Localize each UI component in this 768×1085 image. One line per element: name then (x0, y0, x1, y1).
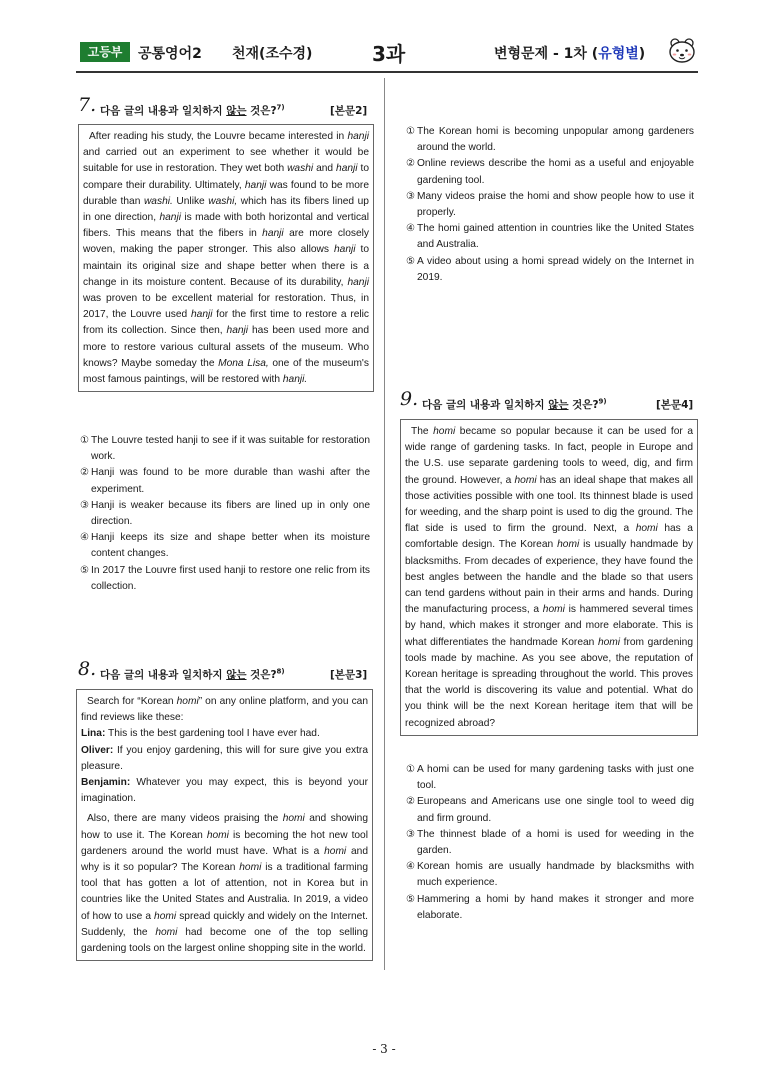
passage-text: If you enjoy gardening, this will for sure give you extra pleasure. (81, 744, 368, 772)
choice-marker: ① (406, 764, 416, 775)
italic-term: washi (287, 163, 314, 175)
passage-text: has a comfortable design. The Korean (405, 523, 693, 551)
italic-term: hanji (226, 325, 249, 337)
question-source: [본문3] (330, 669, 368, 681)
passage-text: is made with both horizontal and vertical fibers. This means that the fibers in (83, 212, 369, 240)
italic-term: homi (206, 829, 229, 841)
question-7-passage (78, 124, 374, 392)
italic-term: homi (635, 523, 658, 535)
choice-marker: ③ (406, 828, 416, 840)
answer-choice (406, 827, 694, 859)
passage-text: spread quickly and widely on the Internet. Suddenly, the (81, 910, 368, 938)
answer-choice (80, 530, 370, 562)
question-8-header (78, 658, 374, 686)
choice-marker: ④ (406, 861, 416, 873)
passage-text: Search for “Korean (87, 696, 177, 707)
choice-marker: ② (406, 158, 416, 170)
question-prompt: 다음 글의 내용과 일치하지 않는 것은?$^{7)}$ (100, 103, 285, 117)
exam-title (494, 43, 645, 63)
italic-term: homi (542, 604, 565, 616)
question-source: [본문2] (330, 105, 368, 117)
header-rule (76, 71, 698, 73)
choice-text: The Louvre tested hanji to see if it was suitable for restoration work. (91, 435, 370, 463)
passage-text: has been used more and more to restore various cultural assets of the museum. Who knows? Maybe someday the (83, 325, 369, 369)
italic-term: hanji (347, 131, 369, 142)
passage-text: is becoming the hot new tool gardeners around the world must have. What is a (81, 829, 368, 857)
choice-marker: ① (406, 126, 416, 137)
passage-text: has an ideal shape that makes all those activities possible with one tool. Its thinnest blade is used for weeding, and the sharp point is used to dig the ground. The flat side is used to firm the ground. Next, a (405, 474, 693, 535)
choice-text: Online reviews describe the homi as a useful and enjoyable gardening tool. (417, 158, 694, 186)
course-title: 공통영어2 (138, 46, 202, 62)
answer-choice (406, 859, 694, 891)
question-number: 8. (78, 658, 97, 680)
choice-marker: ① (80, 435, 90, 446)
passage-paragraph (81, 694, 368, 726)
answer-choice (80, 498, 370, 530)
choice-marker: ④ (80, 532, 90, 544)
italic-term: hanji. (282, 374, 308, 386)
choice-text: A homi can be used for many gardening tasks with just one tool. (417, 764, 694, 792)
passage-text: After reading his study, the Louvre became interested in (89, 131, 348, 142)
passage-text: was proven to be excellent material for restoration. Thus, in 2017, the Louvre used (83, 293, 369, 321)
passage-text: which has its fibers lined up in one direction, (83, 195, 369, 224)
italic-term: homi (176, 696, 199, 707)
answer-choice (406, 254, 694, 286)
passage-paragraph (81, 775, 368, 807)
passage-paragraph (83, 129, 369, 388)
question-8-passage (76, 689, 373, 961)
exam-type: 유형별 (598, 46, 639, 62)
passage-text: to maintain its original size and shape better when there is a change in its moisture content. Because of its durability, (83, 244, 370, 288)
question-prompt: 다음 글의 내용과 일치하지 않는 것은?$^{8)}$ (100, 667, 285, 681)
speaker-name: Benjamin: (81, 777, 131, 789)
choice-marker: ⑤ (80, 564, 90, 576)
choice-text: Hanji keeps its size and shape better when its moisture content changes. (91, 532, 370, 560)
italic-term: hanji (262, 228, 284, 240)
italic-term: hanji (333, 244, 356, 256)
passage-text: The (411, 426, 434, 437)
italic-term: hanji (159, 212, 181, 224)
choice-text: Many videos praise the homi and show people how to use it properly. (417, 190, 694, 219)
question-number: 9. (400, 388, 419, 410)
question-9-choices (406, 762, 694, 924)
choice-text: Korean homis are usually handmade by blacksmiths with much experience. (417, 861, 694, 889)
italic-term: homi (433, 426, 456, 437)
italic-term: homi (239, 862, 262, 874)
answer-choice (406, 221, 694, 253)
answer-choice (80, 465, 370, 497)
passage-text: and showing how to use it. The Korean (81, 813, 368, 841)
italic-term: hanji (336, 163, 358, 175)
page-number: - 3 - (372, 1042, 396, 1056)
passage-text: ” on any online platform, and you can find reviews like these: (81, 696, 369, 724)
passage-text: and why is it so popular? The Korean (81, 845, 369, 874)
passage-text: became so popular because it can be used for a wide range of gardening tasks. In fact, people in Europe and the U.S. use separate gardening tools to weed, dig, and firm the ground. However, a (405, 426, 693, 486)
choice-text: In 2017 the Louvre first used hanji to restore one relic from its collection. (91, 564, 370, 592)
passage-text: one of the museum's most famous paintings, will be restored with (83, 357, 369, 386)
italic-term: hanji (347, 276, 369, 288)
choice-text: The homi gained attention in countries like the United States and Australia. (417, 223, 694, 251)
question-9-passage (400, 419, 698, 736)
answer-choice (406, 124, 694, 156)
answer-choice (406, 156, 694, 188)
passage-paragraph (81, 726, 368, 742)
italic-term: washi, (208, 195, 238, 207)
smiling-bear-face-icon (666, 34, 698, 66)
choice-text: Hanji is weaker because its fibers are lined up in only one direction. (91, 499, 370, 528)
choice-marker: ③ (80, 499, 90, 511)
italic-term: homi (324, 845, 347, 857)
lesson-number: 3과 (372, 42, 406, 66)
question-7-header (78, 94, 374, 122)
passage-text: for the first time to restore a relic from its collection. Since then, (83, 309, 369, 337)
answer-choice (406, 892, 694, 924)
answer-choice (406, 762, 694, 794)
question-9-header (400, 388, 698, 416)
question-source: [본문4] (656, 399, 694, 411)
italic-term: hanji (191, 309, 213, 321)
exam-title-prefix: 변형문제 - 1차 ( (494, 46, 599, 62)
choice-marker: ③ (406, 190, 416, 202)
answer-choice (80, 433, 370, 465)
passage-text: is hammered several times by hand, which makes it stronger and more elaborate. This is what differentiates the handmade Korean (405, 604, 693, 648)
choice-marker: ② (406, 796, 416, 808)
passage-text: is a traditional farming tool that has gotten a lot of attention, not in Korea but in countries like the United States and Australia. In 2019, a video of how to use a (81, 862, 368, 922)
passage-text: had become one of the top selling gardening tools on the largest online shopping site in the world. (81, 926, 368, 955)
italic-term: Mona Lisa, (218, 357, 269, 369)
passage-text: are more closely woven, making the paper stronger. This also allows (83, 228, 369, 256)
question-7-choices (80, 433, 370, 595)
passage-paragraph (81, 743, 368, 775)
page-header (76, 40, 698, 70)
passage-paragraph (81, 811, 368, 957)
passage-text: is usually handmade by blacksmiths. From decades of experience, they have found the best angles between the handle and the blade so that users can tend gardens without pain in their arms and hands. During the manufacturing process, a (405, 539, 694, 616)
passage-text: This is the best gardening tool I have ever had. (105, 728, 320, 740)
italic-term: homi (282, 813, 305, 825)
passage-text: and (313, 163, 337, 175)
speaker-name: Oliver: (81, 744, 114, 756)
passage-text: to compare their durability. Ultimately, (83, 163, 370, 191)
choice-text: The Korean homi is becoming unpopular among gardeners around the world. (417, 126, 694, 154)
answer-choice (406, 794, 694, 826)
italic-term: homi (514, 474, 537, 486)
passage-paragraph (405, 424, 693, 732)
answer-choice (406, 189, 694, 221)
passage-text: from gardening tools made by machine. As you see above, the reputation of Korean heritage is spreading throughout the world. This proves that the world is discovering its value and potential. What do you think will be the next Korean heritage item that will be recognized abroad? (405, 636, 693, 729)
choice-text: Hanji was found to be more durable than washi after the experiment. (91, 467, 370, 495)
choice-text: A video about using a homi spread widely on the Internet in 2019. (417, 255, 694, 283)
column-divider (384, 78, 385, 970)
level-badge: 고등부 (80, 42, 130, 62)
publisher-name: 천재(조수경) (232, 46, 313, 62)
italic-term: homi (557, 539, 580, 551)
italic-term: washi. (143, 195, 173, 207)
question-prompt: 다음 글의 내용과 일치하지 않는 것은?$^{9)}$ (422, 397, 607, 411)
exam-title-suffix: ) (638, 46, 646, 62)
italic-term: hanji (244, 179, 267, 191)
italic-term: homi (597, 636, 621, 648)
choice-marker: ④ (406, 223, 416, 235)
passage-text: and carried out an experiment to see whether it would be suitable for use in restoration. They wet both (83, 147, 369, 175)
italic-term: homi (155, 926, 178, 938)
answer-choice (80, 563, 370, 595)
passage-text: Whatever you may expect, this is beyond your imagination. (81, 777, 368, 805)
passage-text: was found to be more durable than (83, 179, 369, 207)
italic-term: homi (154, 910, 177, 922)
choice-text: Hammering a homi by hand makes it stronger and more elaborate. (417, 893, 694, 921)
choice-marker: ⑤ (406, 255, 416, 267)
choice-marker: ⑤ (406, 893, 416, 905)
choice-marker: ② (80, 467, 90, 479)
passage-text: Unlike (172, 195, 209, 207)
passage-text: Also, there are many videos praising the (87, 813, 283, 825)
speaker-name: Lina: (81, 728, 106, 740)
choice-text: Europeans and Americans use one single tool to weed dig and firm ground. (417, 796, 694, 824)
choice-text: The thinnest blade of a homi is used for weeding in the garden. (417, 828, 694, 857)
question-number: 7. (78, 94, 97, 116)
question-8-choices (406, 124, 694, 286)
